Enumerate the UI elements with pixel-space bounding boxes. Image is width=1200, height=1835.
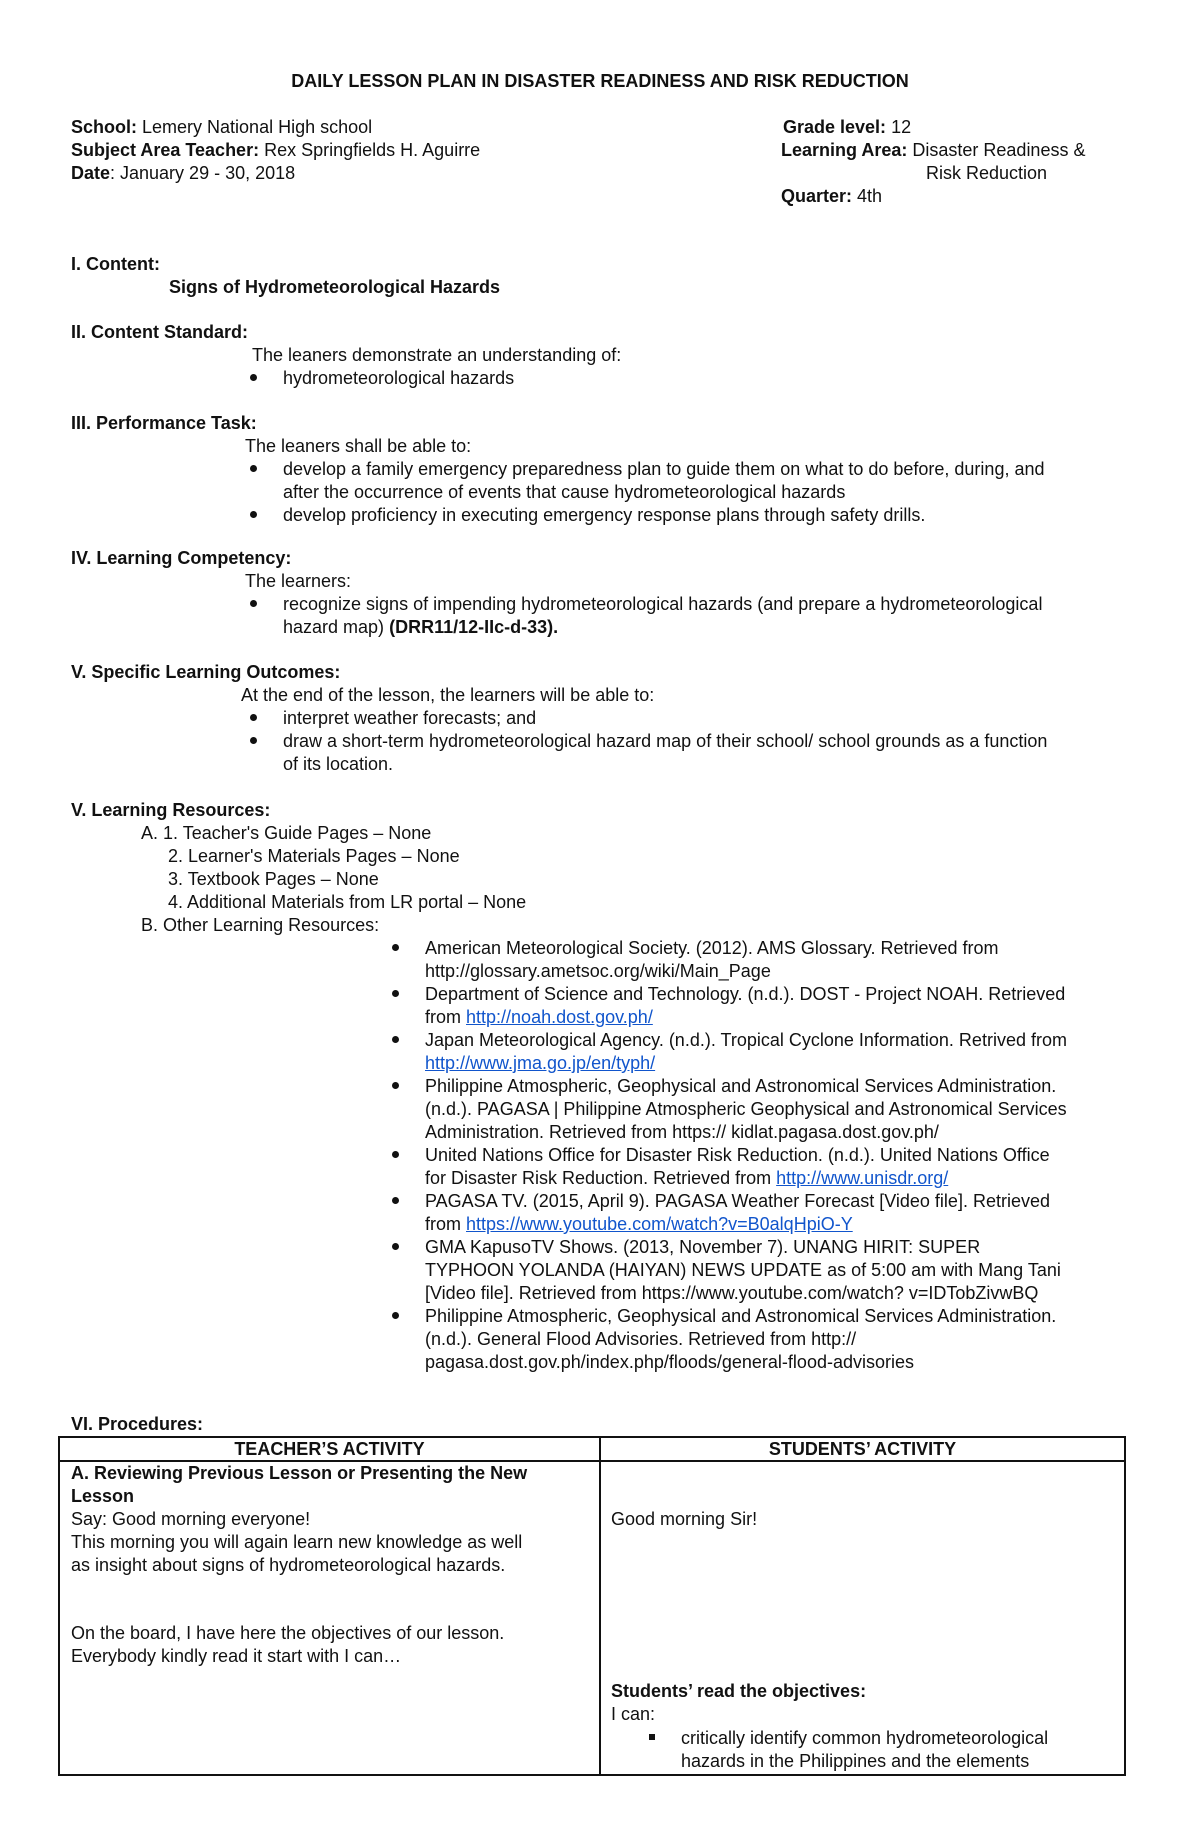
teacher-cell [59,1461,600,1775]
date-value: : January 29 - 30, 2018 [110,163,296,183]
page-title: DAILY LESSON PLAN IN DISASTER READINESS AND RISK REDUCTION [291,71,909,91]
performance-heading: III. Performance Task: [71,413,257,433]
students-objective: critically identify common hydrometeorological [681,1728,1049,1748]
performance-intro: The leaners shall be able to: [245,436,472,456]
teacher-say: Say: Good morning everyone! [71,1509,311,1529]
teacher-step-heading-cont: Lesson [71,1486,135,1506]
bullet-icon [392,1036,399,1043]
reference-4-cont: (n.d.). PAGASA | Philippine Atmospheric Geophysical and Astronomical Services [425,1099,1067,1119]
reference-8: Philippine Atmospheric, Geophysical and Astronomical Services Administration. [425,1306,1057,1326]
outcomes-item-1: interpret weather forecasts; and [283,708,537,728]
bullet-icon [392,1197,399,1204]
standard-heading: II. Content Standard: [71,322,248,342]
competency-item: recognize signs of impending hydrometeorological hazards (and prepare a hydrometeorological [283,594,1043,614]
outcomes-item-2: draw a short-term hydrometeorological hazard map of their school/ school grounds as a function [283,731,1048,751]
school-label: School: [71,117,137,137]
table-row [59,1461,1125,1775]
outcomes-intro: At the end of the lesson, the learners will be able to: [241,685,655,705]
area-label: Learning Area: [781,140,908,160]
reference-7: GMA KapusoTV Shows. (2013, November 7). UNANG HIRIT: SUPER [425,1237,981,1257]
teacher-column-header: TEACHER’S ACTIVITY [59,1437,600,1461]
youtube-link[interactable]: https://www.youtube.com/watch?v=B0alqHpiO-Y [466,1214,853,1234]
table-header-row [59,1437,1125,1461]
content-heading: I. Content: [71,254,160,274]
outcomes-item-2-cont: of its location. [283,754,394,774]
performance-item-2: develop proficiency in executing emergency response plans through safety drills. [283,505,926,525]
resource-a1: A. 1. Teacher's Guide Pages – None [141,823,432,843]
procedures-heading: VI. Procedures: [71,1414,204,1434]
bullet-icon [392,1312,399,1319]
teacher-label: Subject Area Teacher: [71,140,260,160]
bullet-icon [392,990,399,997]
reference-4-cont: Administration. Retrieved from https:// kidlat.pagasa.dost.gov.ph/ [425,1122,939,1142]
reference-8-cont: (n.d.). General Flood Advisories. Retrieved from http:// [425,1329,857,1349]
teacher-text: Everybody kindly read it start with I can… [71,1646,402,1666]
teacher-step-heading: A. Reviewing Previous Lesson or Presenting the New [71,1463,528,1483]
school-row [71,116,372,139]
quarter-label: Quarter: [781,186,853,206]
grade-label: Grade level: [783,117,887,137]
students-cell [600,1461,1125,1775]
reference-8-cont: pagasa.dost.gov.ph/index.php/floods/general-flood-advisories [425,1352,914,1372]
teacher-text: as insight about signs of hydrometeorological hazards. [71,1555,506,1575]
bullet-icon [392,944,399,951]
reference-5-cont [425,1167,948,1190]
standard-item: hydrometeorological hazards [283,368,515,388]
teacher-row [71,139,480,162]
date-row [71,162,295,185]
resources-heading: V. Learning Resources: [71,800,271,820]
teacher-text: This morning you will again learn new knowledge as well [71,1532,523,1552]
reference-6-from: from [425,1214,461,1234]
reference-6: PAGASA TV. (2015, April 9). PAGASA Weather Forecast [Video file]. Retrieved [425,1191,1050,1211]
quarter-row [781,185,882,208]
resource-a4: 4. Additional Materials from LR portal – None [168,892,527,912]
bullet-icon [250,511,257,518]
reference-7-cont: [Video file]. Retrieved from https://www.youtube.com/watch? v=IDTobZivwBQ [425,1283,1039,1303]
students-column-header: STUDENTS’ ACTIVITY [600,1437,1125,1461]
reference-7-cont: TYPHOON YOLANDA (HAIYAN) NEWS UPDATE as of 5:00 am with Mang Tani [425,1260,1061,1280]
reference-2: Department of Science and Technology. (n.d.). DOST - Project NOAH. Retrieved [425,984,1066,1004]
bullet-icon [250,714,257,721]
standard-intro: The leaners demonstrate an understanding of: [252,345,622,365]
bullet-icon [392,1151,399,1158]
jma-link[interactable]: http://www.jma.go.jp/en/typh/ [425,1053,656,1073]
resource-a2: 2. Learner's Materials Pages – None [168,846,460,866]
outcomes-heading: V. Specific Learning Outcomes: [71,662,341,682]
resource-b: B. Other Learning Resources: [141,915,380,935]
grade-value: 12 [891,117,912,137]
students-ican: I can: [611,1704,656,1724]
reference-1-cont: http://glossary.ametsoc.org/wiki/Main_Page [425,961,771,981]
performance-item-1: develop a family emergency preparedness plan to guide them on what to do before, during, and [283,459,1045,479]
competency-item-text: hazard map) [283,617,385,637]
competency-intro: The learners: [245,571,352,591]
unisdr-link[interactable]: http://www.unisdr.org/ [776,1168,949,1188]
bullet-icon [392,1243,399,1250]
area-row [781,139,1085,162]
bullet-icon [392,1082,399,1089]
competency-heading: IV. Learning Competency: [71,548,292,568]
teacher-value: Rex Springfields H. Aguirre [264,140,481,160]
school-value: Lemery National High school [142,117,373,137]
area-value-cont: Risk Reduction [926,163,1048,183]
reference-4: Philippine Atmospheric, Geophysical and Astronomical Services Administration. [425,1076,1057,1096]
square-bullet-icon [649,1734,655,1740]
competency-item-cont [283,616,558,639]
reference-2-cont [425,1006,653,1029]
performance-item-1-cont: after the occurrence of events that cause hydrometeorological hazards [283,482,846,502]
procedures-table [58,1436,1126,1776]
reference-2-from: from [425,1007,461,1027]
reference-5: United Nations Office for Disaster Risk Reduction. (n.d.). United Nations Office [425,1145,1050,1165]
reference-1: American Meteorological Society. (2012). AMS Glossary. Retrieved from [425,938,999,958]
teacher-text: On the board, I have here the objectives of our lesson. [71,1623,505,1643]
students-greeting: Good morning Sir! [611,1509,758,1529]
bullet-icon [250,374,257,381]
reference-3: Japan Meteorological Agency. (n.d.). Tropical Cyclone Information. Retrived from [425,1030,1067,1050]
bullet-icon [250,465,257,472]
reference-6-cont [425,1213,853,1236]
date-label: Date [71,163,111,183]
grade-row [783,116,911,139]
resource-a3: 3. Textbook Pages – None [168,869,379,889]
area-value: Disaster Readiness & [912,140,1086,160]
bullet-icon [250,600,257,607]
reference-5-text: for Disaster Risk Reduction. Retrieved from [425,1168,772,1188]
bullet-icon [250,737,257,744]
students-heading: Students’ read the objectives: [611,1681,867,1701]
quarter-value: 4th [857,186,883,206]
content-topic: Signs of Hydrometeorological Hazards [169,277,501,297]
noah-link[interactable]: http://noah.dost.gov.ph/ [466,1007,653,1027]
students-objective-cont: hazards in the Philippines and the elements [681,1751,1030,1771]
competency-code: (DRR11/12-IIc-d-33). [389,617,559,637]
